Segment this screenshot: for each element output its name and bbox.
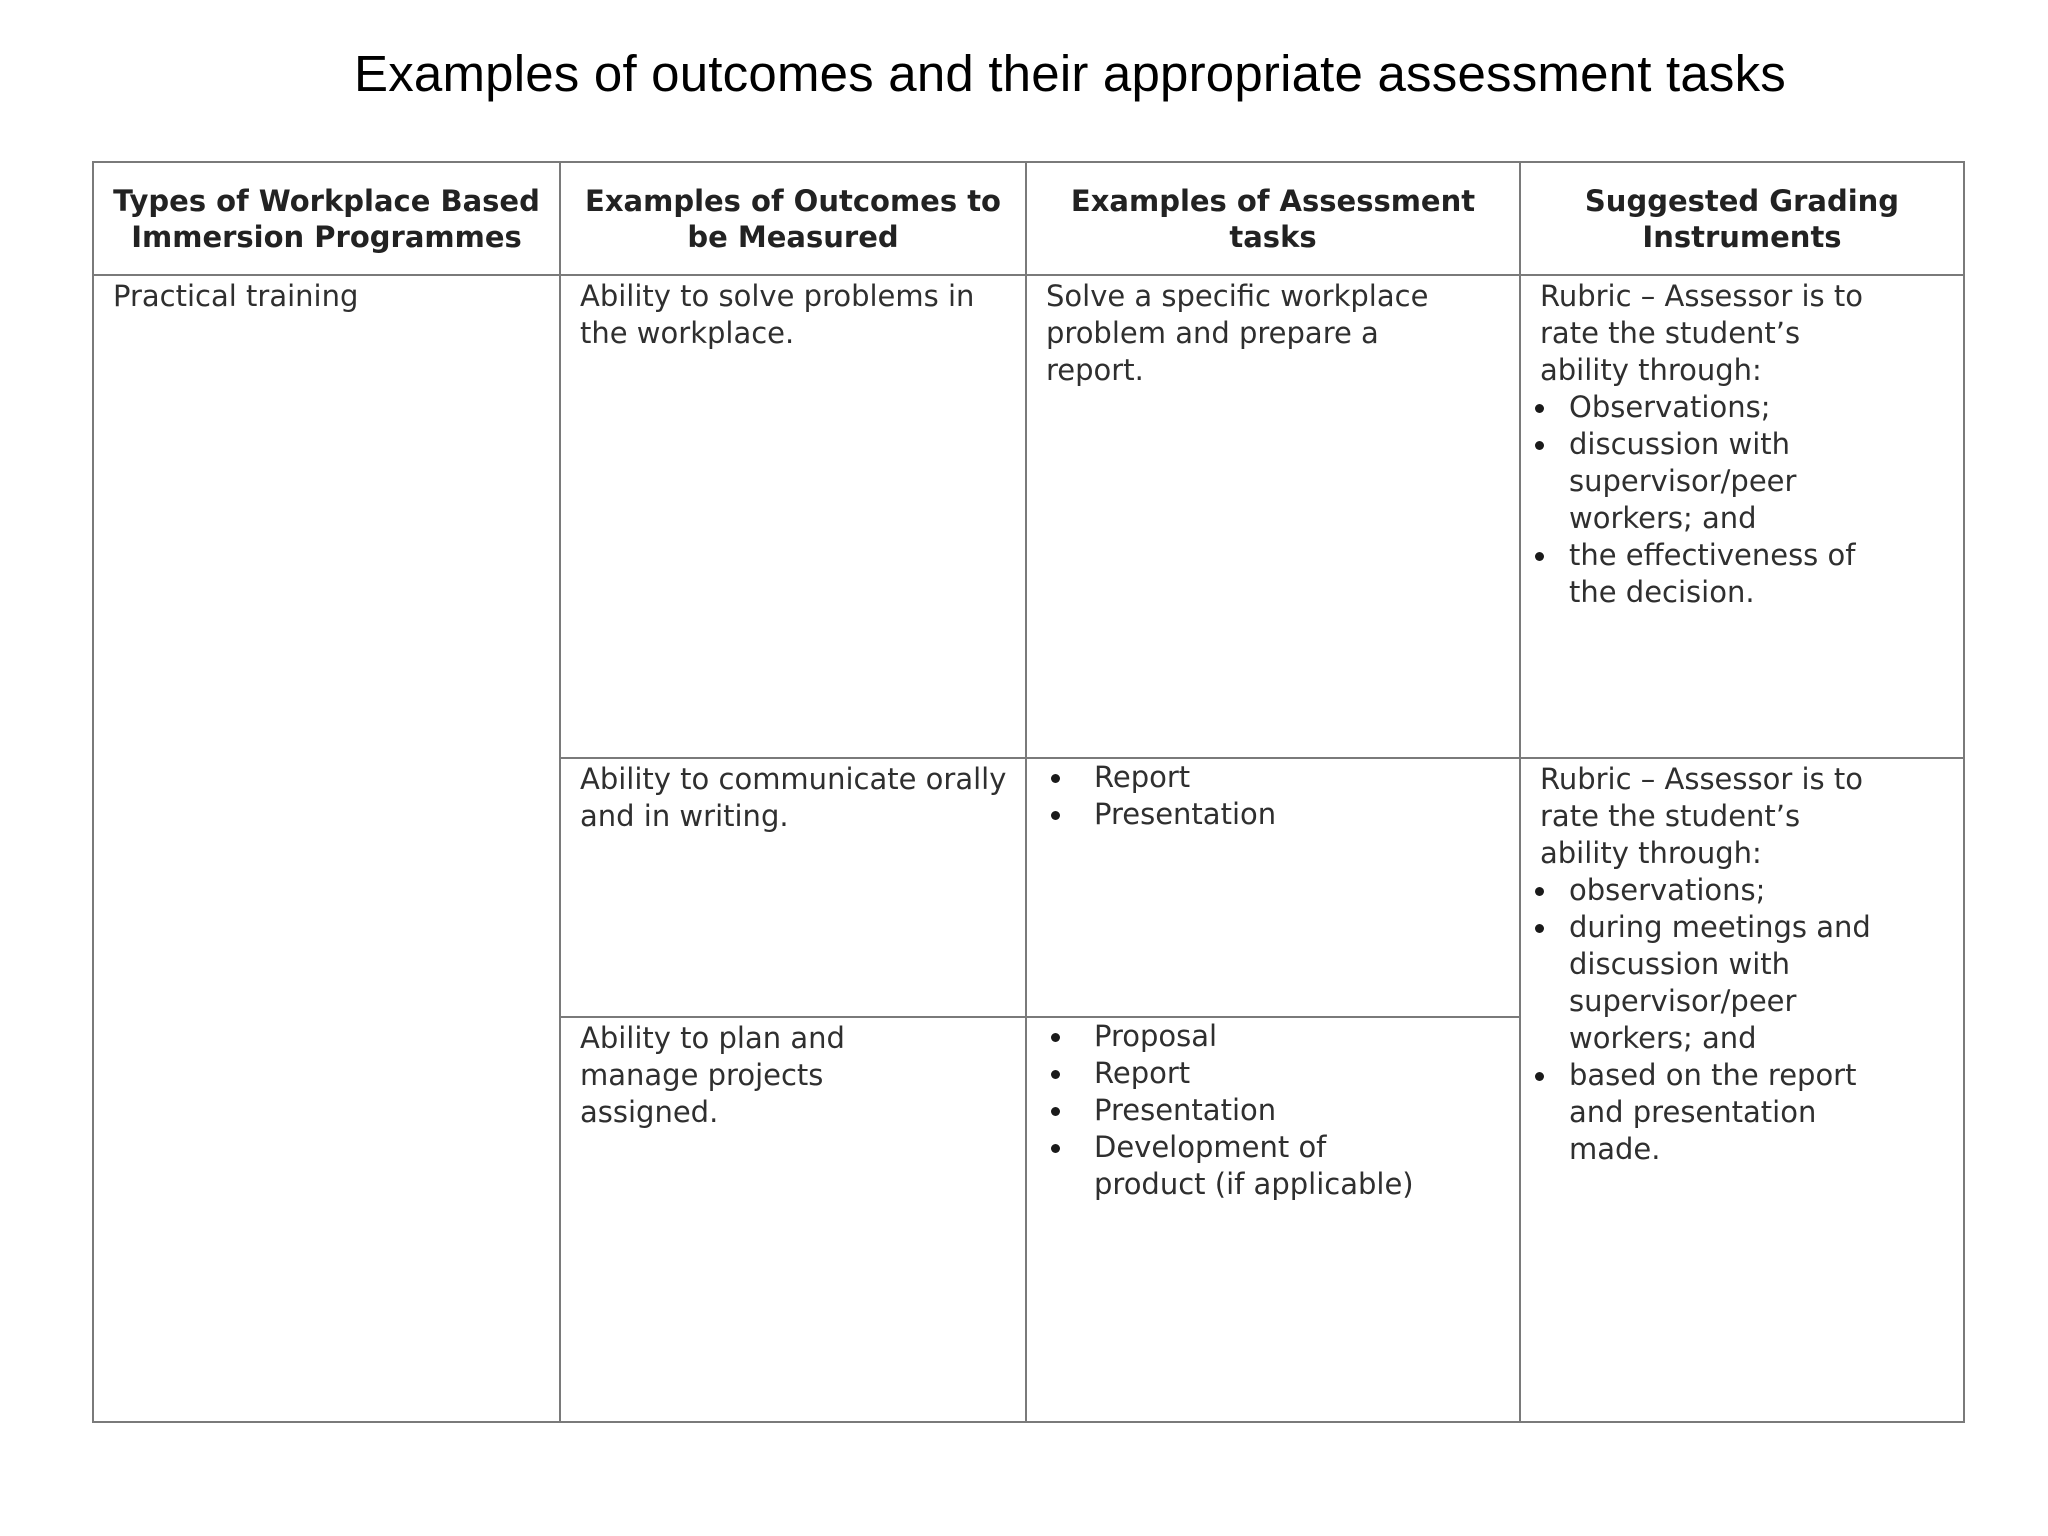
list-item: based on the report and presentation made. (1521, 1057, 1963, 1168)
grading-lead-text: Rubric – Assessor is to rate the student’s ability through: (1540, 762, 1863, 870)
slide-title: Examples of outcomes and their appropriate assessment tasks (353, 45, 1786, 102)
outcome-cell (560, 275, 1026, 758)
list-item: Observations; (1521, 389, 1963, 426)
outcome-text: Ability to communicate orally and in writing. (580, 762, 1007, 833)
header-outcomes: Examples of Outcomes to be Measured (560, 162, 1026, 275)
assessment-bullet-list (1027, 759, 1519, 833)
assessment-bullet-list (1027, 1018, 1519, 1203)
header-assessment-tasks: Examples of Assessment tasks (1026, 162, 1520, 275)
assessment-table-wrapper (92, 161, 1963, 1421)
list-item: the effectiveness of the decision. (1521, 537, 1963, 611)
list-item: Proposal (1027, 1018, 1439, 1055)
grading-bullet-list (1521, 389, 1963, 611)
outcome-text: Ability to solve problems in the workplace. (580, 279, 975, 350)
list-item: during meetings and discussion with supervisor/peer workers; and (1521, 909, 1963, 1057)
assessment-text: Solve a specific workplace problem and prepare a report. (1046, 279, 1429, 387)
grading-lead-text: Rubric – Assessor is to rate the student’s ability through: (1540, 279, 1863, 387)
outcome-text: Ability to plan and manage projects assigned. (580, 1021, 845, 1129)
list-item: observations; (1521, 872, 1963, 909)
list-item: Development of product (if applicable) (1027, 1129, 1439, 1203)
programme-type-text: Practical training (113, 279, 359, 313)
grading-cell (1520, 758, 1964, 1422)
header-grading-instruments: Suggested Grading Instruments (1520, 162, 1964, 275)
assessment-cell (1026, 758, 1520, 1017)
header-programme-type: Types of Workplace Based Immersion Programmes (93, 162, 560, 275)
grading-cell (1520, 275, 1964, 758)
assessment-table (92, 161, 1965, 1423)
grading-bullet-list (1521, 872, 1963, 1168)
outcome-cell (560, 758, 1026, 1017)
table-header-row (93, 162, 1964, 275)
list-item: Report (1027, 1055, 1439, 1092)
list-item: discussion with supervisor/peer workers; and (1521, 426, 1963, 537)
outcome-cell (560, 1017, 1026, 1422)
list-item: Presentation (1027, 796, 1519, 833)
assessment-cell (1026, 275, 1520, 758)
list-item: Report (1027, 759, 1519, 796)
assessment-cell (1026, 1017, 1520, 1422)
list-item: Presentation (1027, 1092, 1439, 1129)
table-row (93, 275, 1964, 758)
programme-type-cell (93, 275, 560, 1422)
